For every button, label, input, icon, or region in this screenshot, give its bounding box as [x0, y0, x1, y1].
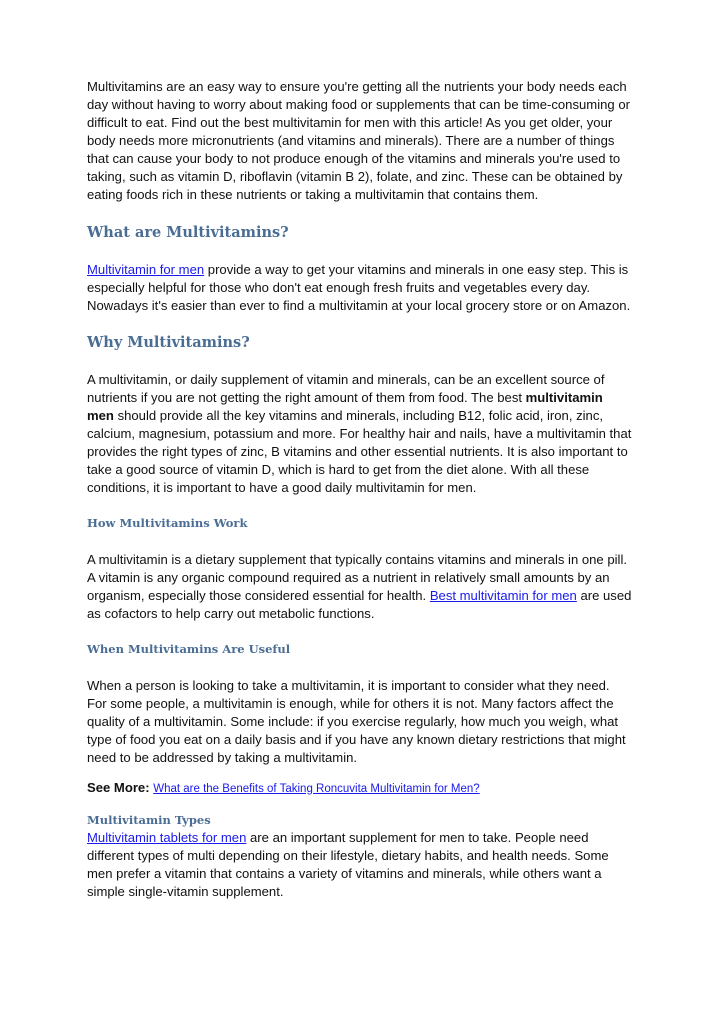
intro-paragraph: Multivitamins are an easy way to ensure you're getting all the nutrients your body needs each day without having to worry about making food or supplements that can be time-consuming or difficult to eat. Find out the best multivitamin for men with this article! As you get older, your body needs more micronutrients (and vitamins and minerals). There are a number of things that can cause your body to not produce enough of the vitamins and minerals you're used to taking, such as vitamin D, riboflavin (vitamin B 2), folate, and zinc. These can be obtained by eating foods rich in these nutrients or taking a multivitamin that contains them.	[87, 79, 630, 202]
why-body-text-start: A multivitamin, or daily supplement of vitamin and minerals, can be an excellent source of nutrients if you are not getting the right amount of them from food. The best	[87, 372, 605, 405]
heading-why-multivitamins: Why Multivitamins?	[87, 334, 250, 351]
what-body-text: provide a way to get your vitamins and minerals in one easy step. This is especially helpful for those who don't eat enough fresh fruits and vegetables every day. Nowadays it's easier than ever to find a multivitamin at your local grocery store or on Amazon.	[87, 262, 631, 313]
types-paragraph	[87, 829, 632, 901]
document-page	[87, 78, 632, 901]
when-paragraph: When a person is looking to take a multivitamin, it is important to consider what they need. For some people, a multivitamin is enough, while for others it is not. Many factors affect the quality of a multivitamin. Some include: if you exercise regularly, how much you weigh, what type of food you eat on a daily basis and if you have any known dietary restrictions that might need to be addressed by taking a multivitamin.	[87, 678, 626, 765]
multivitamin-men-bold: multivitamin men	[87, 390, 603, 423]
see-more-line	[87, 779, 632, 798]
heading-what-are-multivitamins: What are Multivitamins?	[87, 224, 289, 241]
what-paragraph	[87, 261, 632, 315]
see-more-label: See More:	[87, 780, 150, 795]
heading-multivitamin-types: Multivitamin Types	[87, 813, 211, 827]
how-paragraph	[87, 551, 632, 623]
why-paragraph	[87, 371, 632, 497]
multivitamin-tablets-for-men-link[interactable]: Multivitamin tablets for men	[87, 830, 247, 845]
why-body-text-end: should provide all the key vitamins and minerals, including B12, folic acid, iron, zinc, calcium, magnesium, potassium and more. For healthy hair and nails, have a multivitamin that provides the right types of zinc, B vitamins and other essential nutrients. It is also important to take a good source of vitamin D, which is hard to get from the diet alone. With all these conditions, it is important to have a good daily multivitamin for men.	[87, 408, 632, 495]
types-body-text: are an important supplement for men to take. People need different types of multi depending on their lifestyle, dietary habits, and health needs. Some men prefer a vitamin that contains a variety of vitamins and minerals, while others want a simple single-vitamin supplement.	[87, 830, 609, 899]
heading-how-multivitamins-work: How Multivitamins Work	[87, 516, 248, 530]
best-multivitamin-for-men-link[interactable]: Best multivitamin for men	[429, 588, 577, 603]
how-body-text-start: A multivitamin is a dietary supplement that typically contains vitamins and minerals in one pill. A vitamin is any organic compound required as a nutrient in relatively small amounts by an organism, especially those considered essential for health.	[87, 552, 628, 603]
heading-when-multivitamins-useful: When Multivitamins Are Useful	[87, 642, 291, 656]
multivitamin-for-men-link[interactable]: Multivitamin for men	[87, 262, 205, 277]
how-body-text-end: are used as cofactors to help carry out metabolic functions.	[87, 588, 632, 621]
roncuvita-benefits-link[interactable]: What are the Benefits of Taking Roncuvita Multivitamin for Men?	[153, 783, 480, 795]
